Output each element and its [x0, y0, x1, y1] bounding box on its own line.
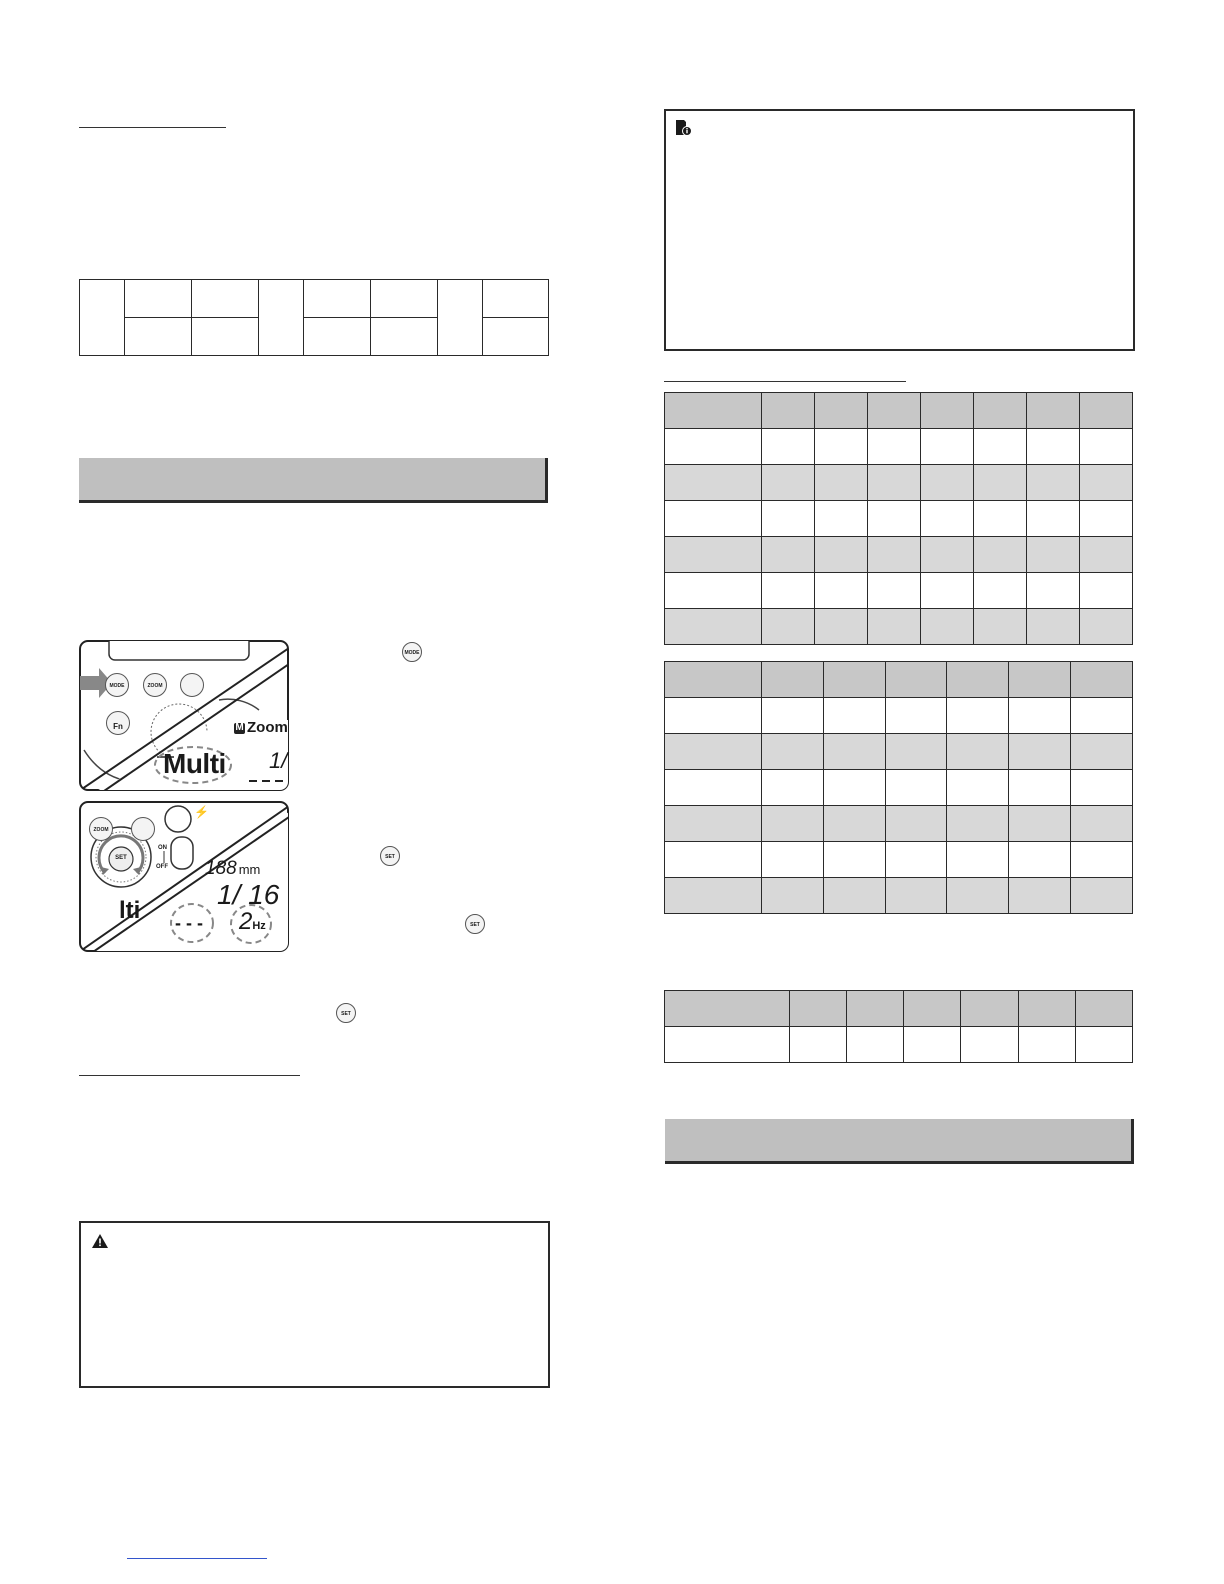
flash-illustration-set — [79, 801, 289, 952]
note-box — [664, 109, 1135, 351]
warning-box — [79, 1221, 550, 1388]
power-switch-off-label: OFF — [156, 864, 168, 870]
table-header-cell — [1071, 662, 1133, 698]
section-banner-next — [665, 1119, 1134, 1164]
table-header-cell — [1080, 393, 1133, 429]
table-row — [665, 878, 1133, 914]
lcd-power-value: 1/ 16 — [217, 879, 280, 910]
lcd-zoom-number: 188 — [205, 858, 237, 879]
table-row — [665, 1027, 1133, 1063]
set-button-icon: SET — [380, 846, 400, 866]
table-header-cell — [762, 393, 815, 429]
table-header-cell — [1009, 662, 1071, 698]
table-row — [665, 698, 1133, 734]
lcd-zoom-text: Zoom — [247, 719, 288, 736]
table-row — [665, 465, 1133, 501]
table-cell — [483, 318, 549, 356]
lcd-frequency-value — [239, 908, 266, 936]
table-header-cell — [921, 393, 974, 429]
table-header-cell — [961, 991, 1018, 1027]
table-row — [665, 770, 1133, 806]
mode-button-icon: MODE — [402, 642, 422, 662]
table-cell — [304, 280, 371, 318]
table-cell — [304, 318, 371, 356]
table-row — [665, 573, 1133, 609]
table-cell — [438, 280, 483, 356]
lcd-zoom-value — [205, 858, 260, 880]
table-cell — [259, 280, 304, 356]
table-header-cell — [847, 991, 904, 1027]
footer-link-underline — [127, 1558, 267, 1559]
table-corner-cell — [665, 662, 762, 698]
table-row — [665, 734, 1133, 770]
mode-button-icon: MODE — [105, 673, 129, 697]
table-header-cell — [868, 393, 921, 429]
fn-button-icon: Fn — [106, 711, 130, 735]
section-heading-underline — [79, 127, 226, 128]
table-header-cell — [1027, 393, 1080, 429]
table-cell — [125, 280, 192, 318]
lcd-frequency-number: 2 — [239, 908, 253, 935]
high-speed-sync-button-icon — [131, 817, 155, 841]
table-header-cell — [762, 662, 824, 698]
table-header-cell — [665, 991, 790, 1027]
table-cell — [192, 280, 259, 318]
section-banner-multi — [79, 458, 548, 503]
small-table — [664, 990, 1133, 1063]
table-row — [665, 501, 1133, 537]
table-row — [665, 842, 1133, 878]
high-speed-sync-button-icon — [180, 673, 204, 697]
table-header-cell — [974, 393, 1027, 429]
table-row — [665, 537, 1133, 573]
lcd-frequency-unit: Hz — [252, 920, 266, 932]
set-button-icon: SET — [465, 914, 485, 934]
subsection-underline — [79, 1075, 300, 1076]
lcd-multi-text: Multi — [163, 748, 226, 779]
flash-lightning-icon: ⚡ — [194, 805, 209, 819]
lcd-times-dashes: - - - — [175, 913, 203, 933]
table-cell — [483, 280, 549, 318]
table-header-cell — [904, 991, 961, 1027]
power-switch-on-label: ON — [158, 845, 167, 851]
lcd-zoom-unit: mm — [238, 862, 261, 877]
lcd-mode-fragment: lti — [119, 897, 141, 924]
table-cell — [371, 318, 438, 356]
table-header-cell — [947, 662, 1009, 698]
subsection-underline — [664, 381, 906, 382]
table-row — [665, 609, 1133, 645]
guide-number-table-b — [664, 661, 1133, 914]
warning-icon — [91, 1233, 109, 1249]
table-header-cell — [1075, 991, 1132, 1027]
set-button-icon: SET — [336, 1003, 356, 1023]
note-icon — [674, 119, 694, 137]
table-cell — [371, 280, 438, 318]
table-header-cell — [815, 393, 868, 429]
set-button-label: SET — [115, 855, 127, 861]
table-header-cell — [823, 662, 885, 698]
table-corner-cell — [665, 393, 762, 429]
table-row — [665, 429, 1133, 465]
table-header-cell — [885, 662, 947, 698]
top-table — [79, 279, 549, 356]
table-row — [665, 806, 1133, 842]
lcd-m-badge: M — [235, 722, 244, 733]
table-cell — [125, 318, 192, 356]
table-header-cell — [1018, 991, 1075, 1027]
lcd-power-fraction: 1/ — [269, 748, 288, 773]
table-cell — [80, 280, 125, 356]
zoom-button-icon: ZOOM — [143, 673, 167, 697]
guide-number-table-a — [664, 392, 1133, 645]
table-header-cell — [790, 991, 847, 1027]
zoom-button-icon: ZOOM — [89, 817, 113, 841]
table-cell — [192, 318, 259, 356]
flash-illustration-mode — [79, 640, 289, 791]
